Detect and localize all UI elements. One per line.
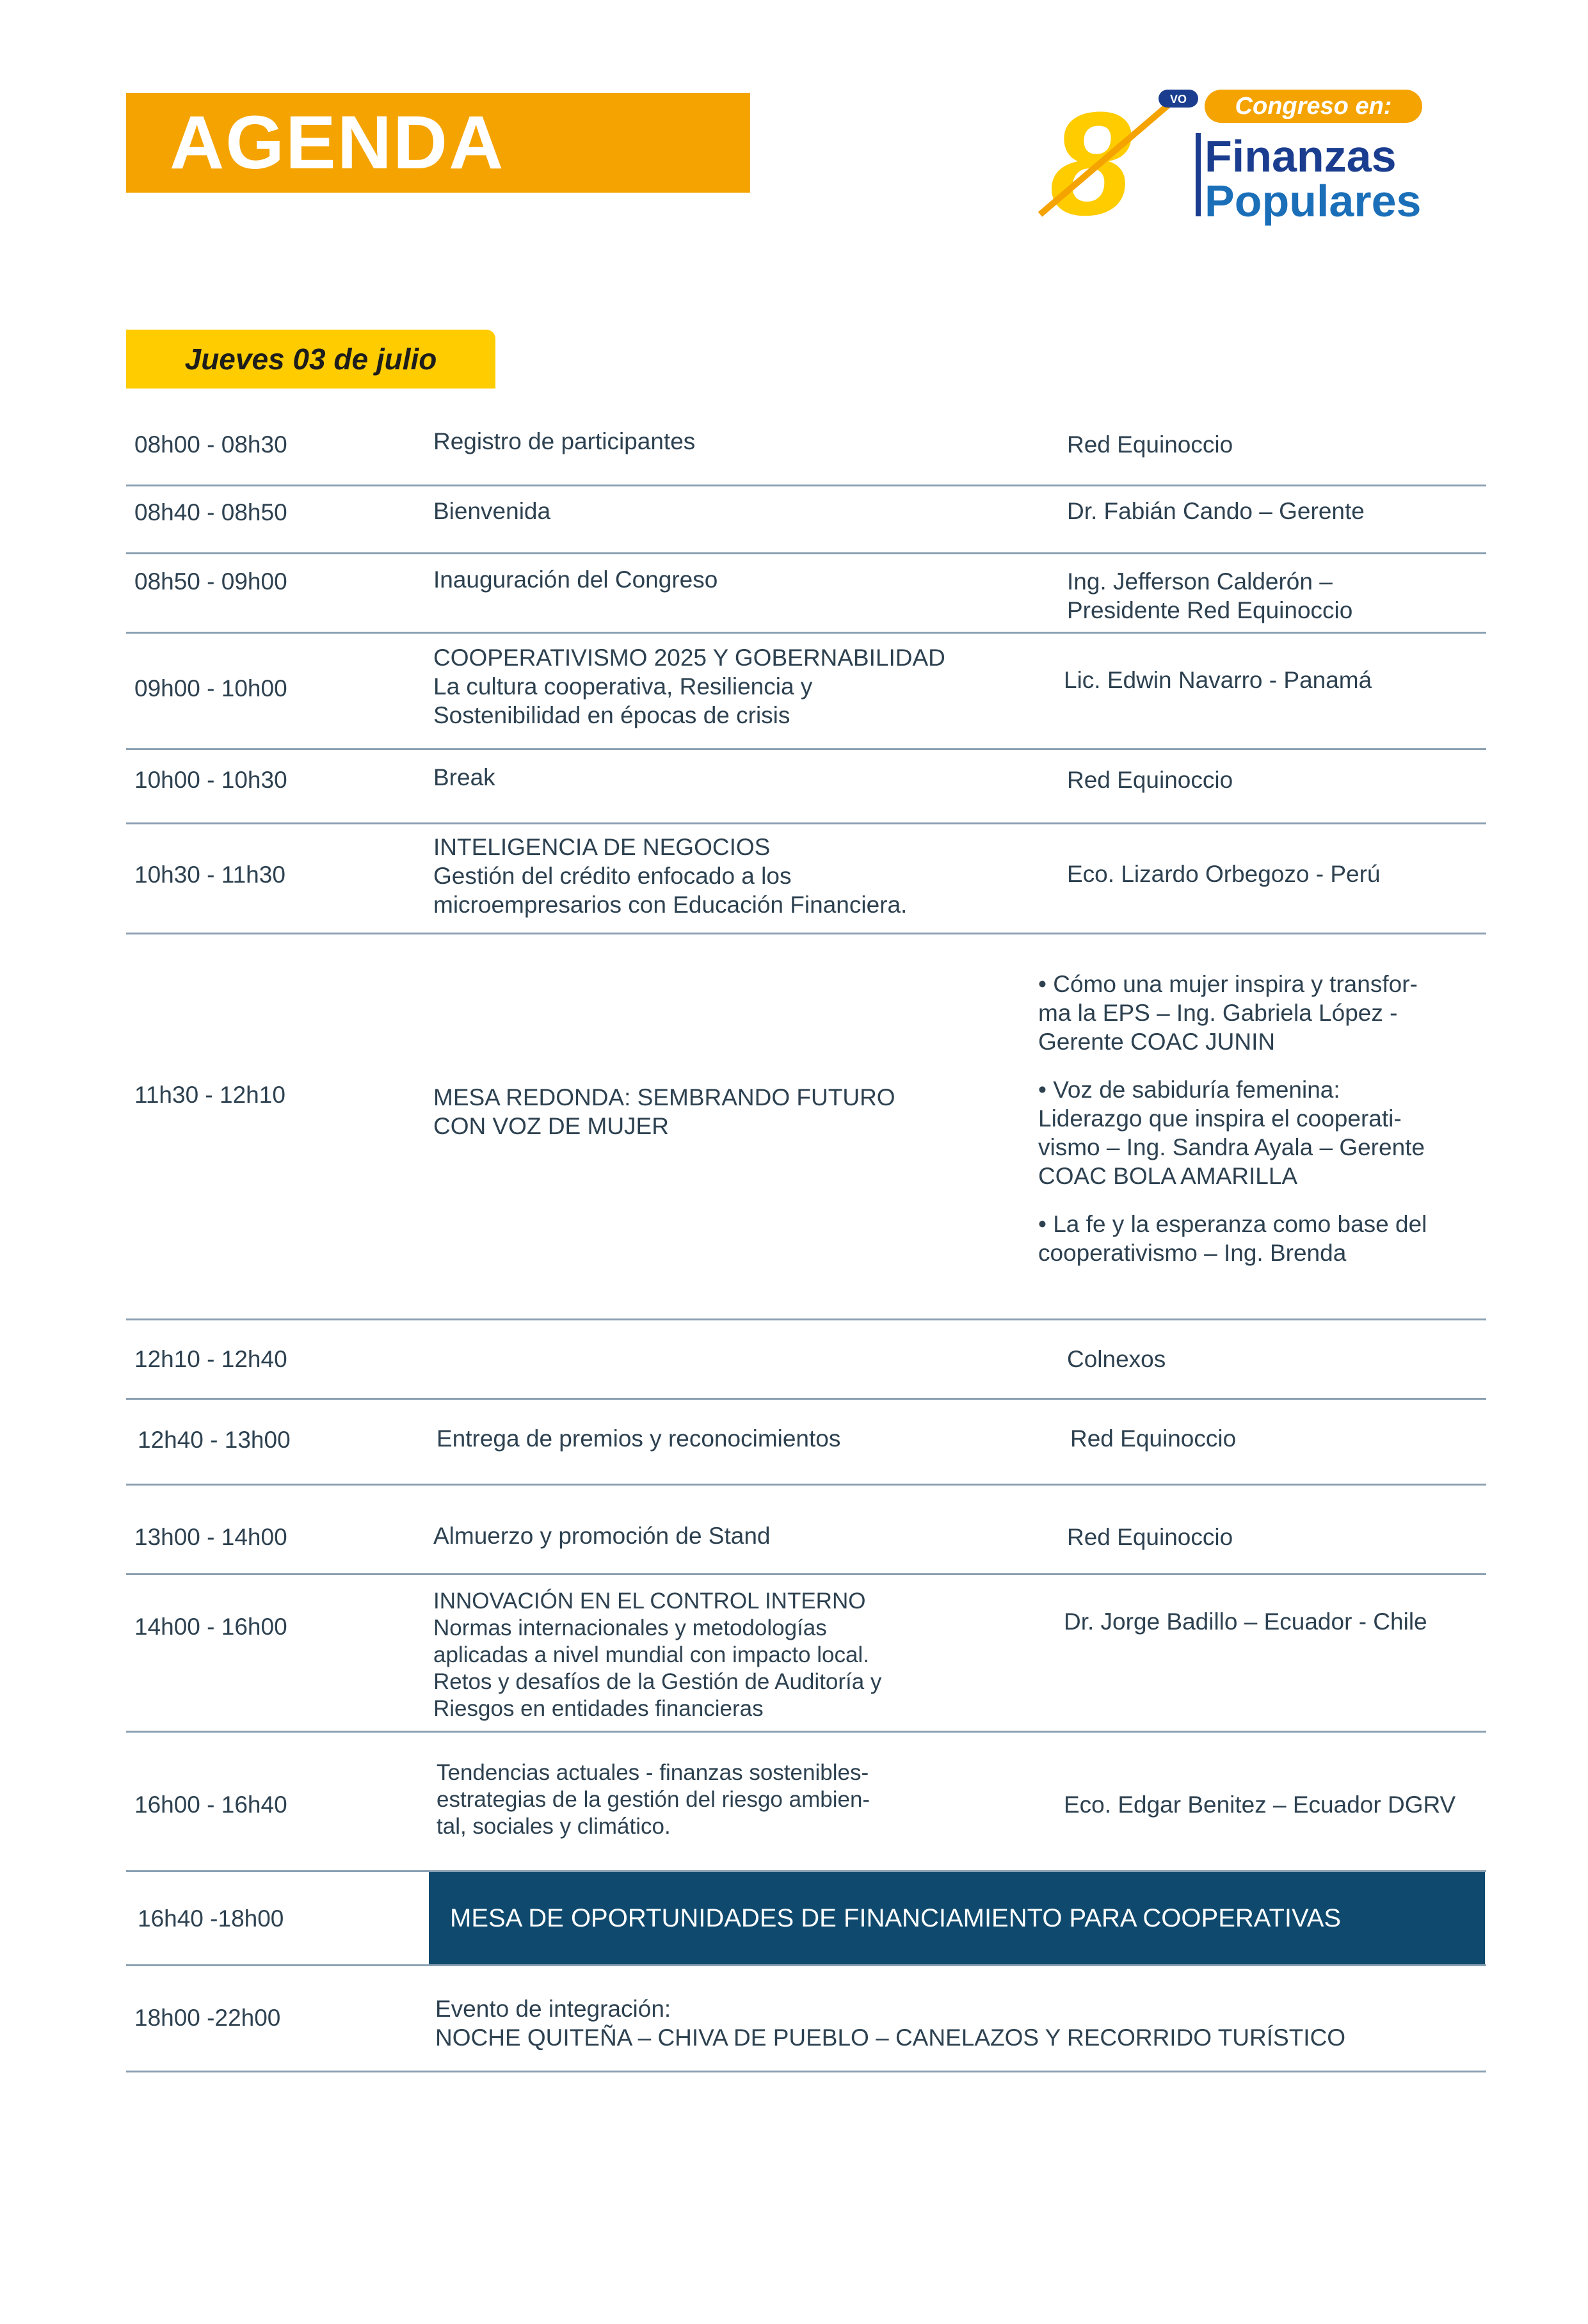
agenda-row [126,1320,1486,1400]
agenda-row [126,1400,1486,1486]
row-time: 12h10 - 12h40 [134,1346,287,1372]
logo-line1: Finanzas [1205,131,1397,181]
row-time: 13h00 - 14h00 [134,1524,287,1550]
row-topic: Break [433,764,495,790]
highlight-banner [429,1872,1485,1964]
row-speaker: Lic. Edwin Navarro - Panamá [1064,667,1372,693]
row-speaker: Dr. Jorge Badillo – Ecuador - Chile [1064,1608,1427,1635]
day-tab [126,330,495,389]
speaker-bullet: • La fe y la esperanza como base del cooperativismo – Ing. Brenda [1038,1211,1427,1266]
agenda-row [126,1872,1486,1966]
row-speaker: Red Equinoccio [1067,767,1233,793]
row-speaker: Eco. Edgar Benitez – Ecuador DGRV [1064,1791,1456,1818]
row-topic: INTELIGENCIA DE NEGOCIOS Gestión del crédito enfocado a los microempresarios con Educación Financiera. [433,834,908,918]
logo-line2: Populares [1205,176,1422,226]
agenda-row [126,486,1486,554]
row-topic: Tendencias actuales - finanzas sostenibles- estrategias de la gestión del riesgo ambien- tal, sociales y climático. [437,1760,870,1839]
row-time: 16h00 - 16h40 [134,1791,287,1818]
agenda-row [126,934,1486,1320]
row-time: 18h00 -22h00 [134,2005,281,2031]
row-speaker: Colnexos [1067,1346,1166,1372]
row-time: 10h30 - 11h30 [134,861,285,888]
agenda-row [126,1575,1486,1733]
agenda-row [126,1733,1486,1872]
logo-congreso: Congreso en: [1235,93,1392,120]
day-label: Jueves 03 de julio [184,342,437,376]
row-time: 16h40 -18h00 [138,1905,284,1932]
row-topic: Registro de participantes [433,428,696,454]
row-speaker: Dr. Fabián Cando – Gerente [1067,498,1365,524]
agenda-row [126,554,1486,634]
row-time: 10h00 - 10h30 [134,767,287,793]
row-speaker: Red Equinoccio [1067,1524,1233,1550]
row-time: 08h00 - 08h30 [134,431,287,458]
row-topic: Inauguración del Congreso [433,566,718,593]
row-topic: Bienvenida [433,498,551,524]
speaker-bullet: • Cómo una mujer inspira y transfor- ma la EPS – Ing. Gabriela López - Gerente COAC JUNIN [1038,971,1418,1055]
agenda-row [126,634,1486,750]
highlight-text: MESA DE OPORTUNIDADES DE FINANCIAMIENTO PARA COOPERATIVAS [450,1904,1342,1932]
row-topic: MESA REDONDA: SEMBRANDO FUTURO CON VOZ DE MUJER [433,1084,895,1139]
row-topic: Almuerzo y promoción de Stand [433,1523,771,1549]
row-topic: COOPERATIVISMO 2025 Y GOBERNABILIDAD La cultura cooperativa, Resiliencia y Sostenibilidad en épocas de crisis [433,645,945,728]
agenda-row [126,1966,1486,2072]
logo-superscript: VO [1169,93,1187,106]
row-time: 08h50 - 09h00 [134,568,287,595]
row-time: 12h40 - 13h00 [138,1427,291,1453]
speaker-bullets [1038,970,1486,1286]
row-speaker: Red Equinoccio [1070,1425,1237,1452]
row-topic: Evento de integración: NOCHE QUITEÑA – CHIVA DE PUEBLO – CANELAZOS Y RECORRIDO TURÍSTICO [435,1996,1346,2051]
logo-number: 8 [1050,90,1132,230]
agenda-banner [126,93,750,193]
agenda-row [126,750,1486,824]
row-time: 14h00 - 16h00 [134,1614,287,1640]
row-speaker: Eco. Lizardo Orbegozo - Perú [1067,861,1381,887]
row-topic: Entrega de premios y reconocimientos [437,1425,841,1452]
agenda-row [126,824,1486,934]
row-topic: INNOVACIÓN EN EL CONTROL INTERNO Normas internacionales y metodologías aplicadas a nivel mundial con impacto local. Retos y desafíos de la Gestión de Auditoría y Riesgos en entidades financieras [433,1589,882,1721]
agenda-row [126,410,1486,486]
congress-logo [1037,90,1472,230]
agenda-row [126,1486,1486,1575]
row-speaker: Red Equinoccio [1067,431,1233,458]
page-title: AGENDA [170,100,505,185]
row-time: 09h00 - 10h00 [134,675,287,701]
speaker-bullet: • Voz de sabiduría femenina: Liderazgo que inspira el cooperati- vismo – Ing. Sandra Ayala – Gerente COAC BOLA AMARILLA [1038,1077,1425,1189]
row-speaker: Ing. Jefferson Calderón – Presidente Red Equinoccio [1067,568,1353,623]
row-time: 11h30 - 12h10 [134,1082,285,1108]
row-time: 08h40 - 08h50 [134,499,287,525]
